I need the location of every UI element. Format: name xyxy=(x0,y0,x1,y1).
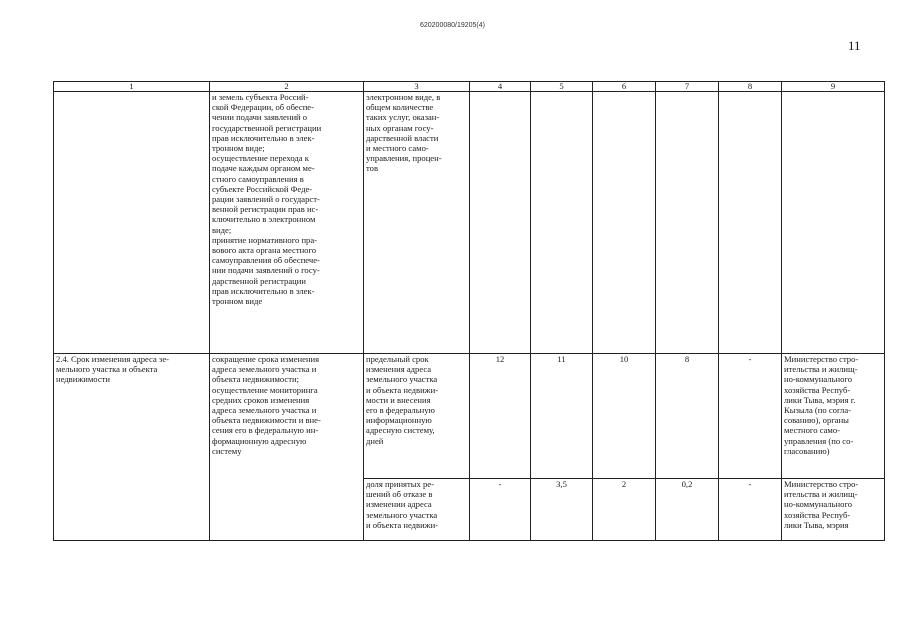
table-cell: - xyxy=(719,479,782,541)
table-cell: 2 xyxy=(593,479,656,541)
table-cell: Министерство стро- ительства и жилищ- но-коммунального хозяйства Респуб- лики Тыва, мэрия xyxy=(782,479,885,541)
table-cell xyxy=(531,92,593,354)
table-cell: 10 xyxy=(593,354,656,479)
table-cell xyxy=(593,92,656,354)
header-cell: 1 xyxy=(54,82,210,92)
table-cell: - xyxy=(470,479,531,541)
header-cell: 4 xyxy=(470,82,531,92)
table-row xyxy=(54,92,885,354)
table-cell xyxy=(54,92,210,354)
header-cell: 5 xyxy=(531,82,593,92)
table-row xyxy=(54,354,885,479)
table-cell: 0,2 xyxy=(656,479,719,541)
header-cell: 9 xyxy=(782,82,885,92)
table-cell: доля принятых ре- шений об отказе в изменении адреса земельного участка и объекта недвижи- xyxy=(364,479,470,541)
table-cell: сокращение срока изменения адреса земельного участка и объекта недвижимости; осуществление мониторинга средних сроков изменения адреса земельного участка и объекта недвижимости и вне- сения его в федеральную ин- формационную адресную систему xyxy=(210,354,364,541)
table-cell: и земель субъекта Россий- ской Федерации, об обеспе- чении подачи заявлений о государственной регистрации прав исключительно в элек- тронном виде; осуществление перехода к подаче каждым органом ме- стного самоуправления в субъекте Российской Феде- рации заявлений о государст- венной регистрации прав ис- ключительно в электронном виде; принятие нормативного пра- вового акта органа местного самоуправления об обеспече- нии подачи заявлений о госу- дарственной регистрации прав исключительно в элек- тронном виде xyxy=(210,92,364,354)
table-cell: 12 xyxy=(470,354,531,479)
table-cell: 8 xyxy=(656,354,719,479)
table-cell xyxy=(719,92,782,354)
header-cell: 3 xyxy=(364,82,470,92)
page-number: 11 xyxy=(848,38,861,53)
table-cell: Министерство стро- ительства и жилищ- но-коммунального хозяйства Респуб- лики Тыва, мэрия г. Кызыла (по согла- сованию), органы местного само- управления (по со- гласованию) xyxy=(782,354,885,479)
header-cell: 7 xyxy=(656,82,719,92)
table-cell: 2.4. Срок изменения адреса зе- мельного участка и объекта недвижимости xyxy=(54,354,210,541)
header-cell: 6 xyxy=(593,82,656,92)
table-cell xyxy=(656,92,719,354)
table-cell: электронном виде, в общем количестве таких услуг, оказан- ных органам госу- дарственной власти и местного само- управления, процен- тов xyxy=(364,92,470,354)
table-header-row xyxy=(54,82,885,92)
document-id: 620200080/19205(4) xyxy=(419,22,485,29)
table-cell: предельный срок изменения адреса земельного участка и объекта недвижи- мости и внесения его в федеральную информационную адресную систему, дней xyxy=(364,354,470,479)
table-cell: 3,5 xyxy=(531,479,593,541)
table-cell: - xyxy=(719,354,782,479)
header-cell: 2 xyxy=(210,82,364,92)
table-cell xyxy=(470,92,531,354)
table-cell: 11 xyxy=(531,354,593,479)
table-cell xyxy=(782,92,885,354)
header-cell: 8 xyxy=(719,82,782,92)
indicators-table xyxy=(53,81,885,541)
